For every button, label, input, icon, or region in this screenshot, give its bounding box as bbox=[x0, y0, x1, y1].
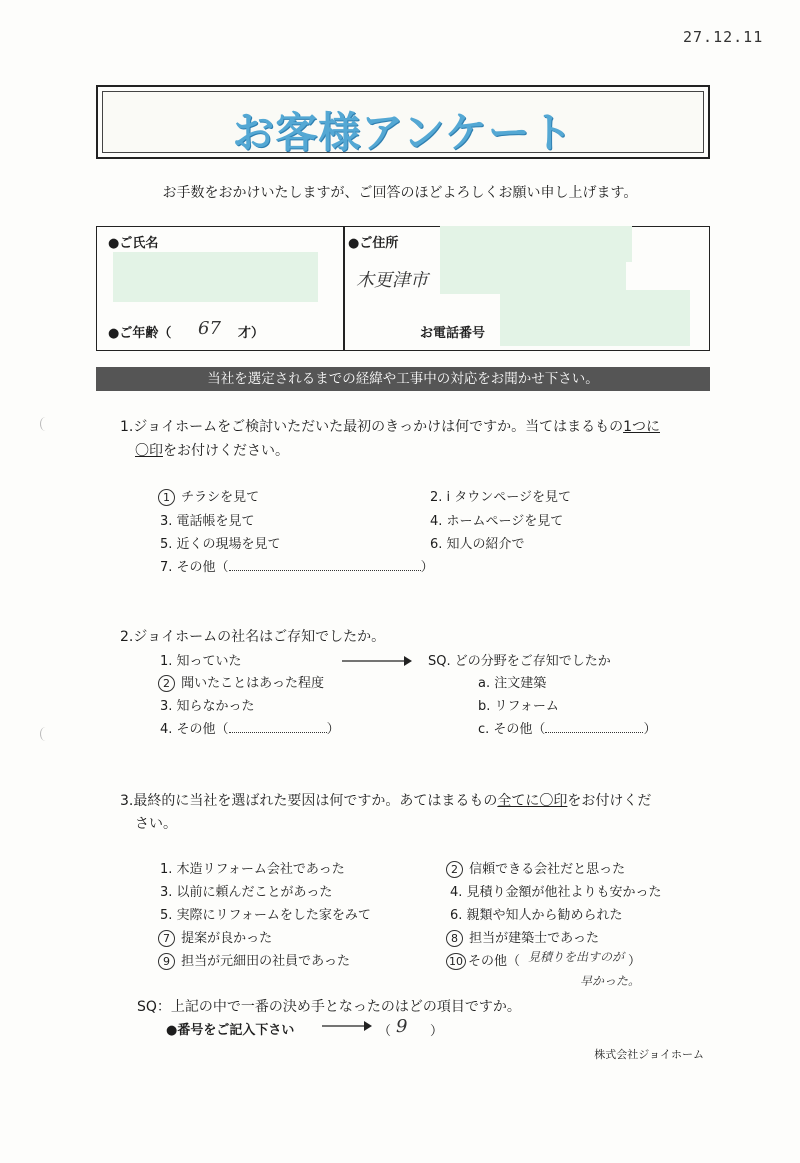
q3-option-1[interactable]: 1. 木造リフォーム会社であった bbox=[160, 862, 345, 877]
q2-option-1[interactable]: 1. 知っていた bbox=[160, 654, 242, 669]
q3-other-close: ） bbox=[628, 954, 642, 969]
address-city: 木更津市 bbox=[356, 270, 428, 291]
q1-option-6[interactable]: 6. 知人の紹介で bbox=[430, 537, 525, 552]
q2-sq: SQ. どの分野をご存知でしたか bbox=[428, 654, 611, 669]
q3-other-note: 見積りを出すのが bbox=[528, 950, 625, 964]
page-title: お客様アンケート bbox=[232, 108, 574, 157]
q2-sub-option-c[interactable]: c. その他（ ） bbox=[478, 722, 657, 737]
address-redacted bbox=[440, 226, 632, 262]
address-label: ●ご住所 bbox=[348, 236, 399, 251]
q1-option-5[interactable]: 5. 近くの現場を見て bbox=[160, 537, 281, 552]
phone-redacted bbox=[500, 290, 690, 346]
sq2-close-paren: ） bbox=[430, 1024, 444, 1039]
q3-other-note-2: 早かった。 bbox=[580, 974, 641, 988]
q2-option-2[interactable]: 2 聞いたことはあった程度 bbox=[158, 672, 324, 692]
question-3-cont: さい。 bbox=[135, 816, 177, 832]
q1-option-7[interactable]: 7. その他（ ） bbox=[160, 560, 434, 575]
name-label: ●ご氏名 bbox=[108, 236, 159, 251]
q2-sub-option-b[interactable]: b. リフォーム bbox=[478, 699, 559, 714]
sq2-entry-label: ●番号をご記入下さい bbox=[166, 1023, 295, 1038]
age-suffix: 才） bbox=[238, 326, 265, 341]
name-redacted bbox=[113, 252, 318, 302]
q3-option-6[interactable]: 6. 親類や知人から勧められた bbox=[450, 908, 623, 923]
q1-option-4[interactable]: 4. ホームページを見て bbox=[430, 514, 564, 529]
section-banner: 当社を選定されるまでの経緯や工事中の対応をお聞かせ下さい。 bbox=[96, 367, 710, 391]
info-divider bbox=[343, 226, 345, 351]
question-3: 3.最終的に当社を選ばれた要因は何ですか。あてはまるもの全てに〇印をお付けくだ bbox=[120, 793, 652, 809]
intro-text: お手数をおかけいたしますが、ご回答のほどよろしくお願い申し上げます。 bbox=[162, 185, 638, 201]
q3-option-10[interactable]: 10 その他（ bbox=[446, 950, 520, 970]
question-1: 1.ジョイホームをご検討いただいた最初のきっかけは何ですか。当てはまるもの1つに bbox=[120, 419, 660, 435]
q2-option-4[interactable]: 4. その他（ ） bbox=[160, 722, 340, 737]
punch-hole-mark bbox=[40, 727, 51, 741]
q2-option-3[interactable]: 3. 知らなかった bbox=[160, 699, 255, 714]
company-name: 株式会社ジョイホーム bbox=[594, 1048, 704, 1061]
q3-option-8[interactable]: 8 担当が建築士であった bbox=[446, 927, 599, 947]
phone-label: お電話番号 bbox=[420, 326, 486, 341]
q3-option-7[interactable]: 7 提案が良かった bbox=[158, 927, 272, 947]
age-label: ●ご年齢（ bbox=[108, 326, 172, 341]
q1-option-3[interactable]: 3. 電話帳を見て bbox=[160, 514, 255, 529]
age-value: 67 bbox=[198, 318, 221, 339]
arrow-icon bbox=[322, 1020, 372, 1032]
q3-option-5[interactable]: 5. 実際にリフォームをした家をみて bbox=[160, 908, 371, 923]
q2-sub-option-a[interactable]: a. 注文建築 bbox=[478, 676, 547, 691]
question-2: 2.ジョイホームの社名はご存知でしたか。 bbox=[120, 629, 386, 645]
sq2-question: SQ：上記の中で一番の決め手となったのはどの項目ですか。 bbox=[137, 999, 521, 1015]
date-stamp: 27.12.11 bbox=[683, 28, 764, 46]
q1-option-2[interactable]: 2. i タウンページを見て bbox=[430, 490, 572, 505]
question-1-cont: 〇印をお付けください。 bbox=[135, 443, 289, 459]
sq2-entry-value[interactable]: 9 bbox=[396, 1016, 408, 1037]
sq2-open-paren: （ bbox=[378, 1024, 392, 1039]
q3-option-4[interactable]: 4. 見積り金額が他社よりも安かった bbox=[450, 885, 662, 900]
q1-option-1[interactable]: 1 チラシを見て bbox=[158, 486, 259, 506]
title-frame bbox=[96, 85, 710, 159]
q3-option-3[interactable]: 3. 以前に頼んだことがあった bbox=[160, 885, 333, 900]
arrow-icon bbox=[342, 655, 412, 667]
q3-option-9[interactable]: 9 担当が元細田の社員であった bbox=[158, 950, 350, 970]
punch-hole-mark bbox=[40, 417, 51, 431]
q3-option-2[interactable]: 2 信頼できる会社だと思った bbox=[446, 858, 625, 878]
